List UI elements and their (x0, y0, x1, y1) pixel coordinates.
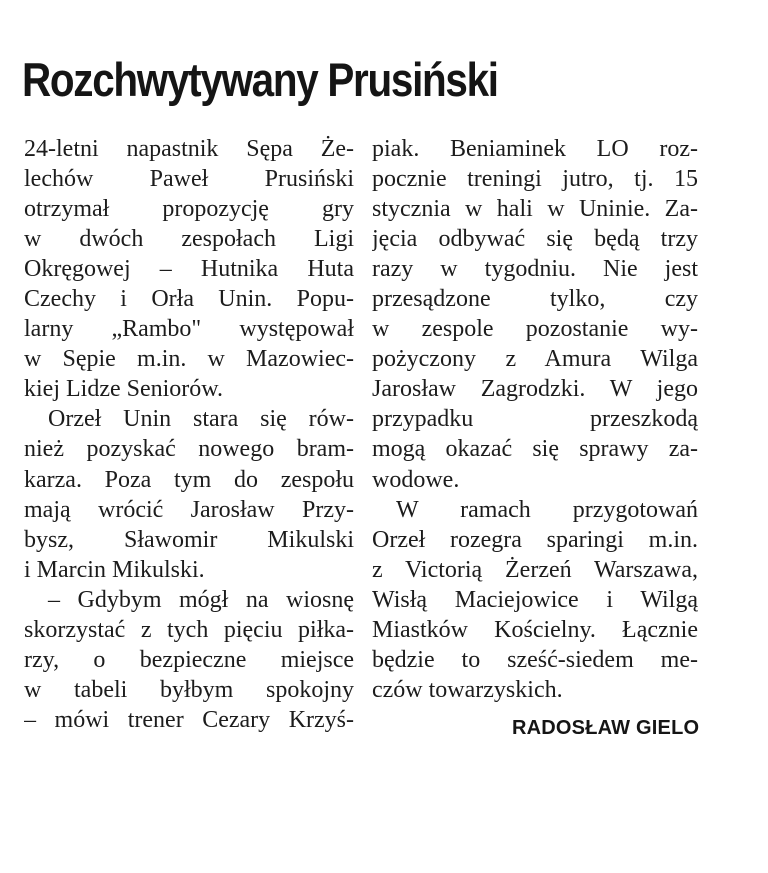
text-line: w Sępie m.in. w Mazowiec- (24, 346, 354, 373)
text-line: – Gdybym mógł na wiosnę (48, 586, 354, 613)
text-line: Jarosław Zagrodzki. W jego (372, 376, 698, 403)
text-line: stycznia w hali w Uninie. Za- (372, 196, 698, 223)
text-line: bysz, Sławomir Mikulski (24, 526, 354, 553)
text-line: wodowe. (372, 466, 460, 493)
text-line: Orzeł Unin stara się rów- (48, 406, 354, 433)
text-line: razy w tygodniu. Nie jest (372, 256, 698, 283)
text-line: będzie to sześć-siedem me- (372, 646, 698, 673)
text-line: lechów Paweł Prusiński (24, 166, 354, 193)
text-line: Czechy i Orła Unin. Popu- (24, 286, 354, 313)
text-line: nież pozyskać nowego bram- (24, 436, 354, 463)
text-line: z Victorią Żerzeń Warszawa, (372, 556, 698, 583)
text-line: w tabeli byłbym spokojny (24, 676, 354, 703)
text-line: pocznie treningi jutro, tj. 15 (372, 166, 698, 193)
article-headline: Rozchwytywany Prusiński (22, 53, 498, 106)
text-line: W ramach przygotowań (396, 496, 698, 523)
text-line: i Marcin Mikulski. (24, 556, 205, 583)
text-line: mają wrócić Jarosław Przy- (24, 496, 354, 523)
text-line: skorzystać z tych pięciu piłka- (24, 616, 354, 643)
article-byline: RADOSŁAW GIELO (512, 717, 700, 739)
text-line: Okręgowej – Hutnika Huta (24, 256, 354, 283)
text-line: – mówi trener Cezary Krzyś- (24, 706, 354, 733)
article-column-left (24, 134, 354, 735)
text-line: Wisłą Maciejowice i Wilgą (372, 586, 698, 613)
text-line: karza. Poza tym do zespołu (24, 466, 354, 493)
text-line: larny „Rambo" występował (24, 316, 354, 343)
text-line: jęcia odbywać się będą trzy (372, 226, 698, 253)
text-line: w zespole pozostanie wy- (372, 316, 698, 343)
text-line: czów towarzyskich. (372, 676, 563, 703)
text-line: 24-letni napastnik Sępa Że- (24, 136, 354, 162)
text-line: piak. Beniaminek LO roz- (372, 136, 698, 162)
text-line: w dwóch zespołach Ligi (24, 226, 354, 253)
text-line: przypadku przeszkodą (372, 406, 698, 433)
text-line: przesądzone tylko, czy (372, 286, 698, 313)
article-column-right (372, 134, 698, 705)
text-line: kiej Lidze Seniorów. (24, 376, 224, 403)
text-line: Orzeł rozegra sparingi m.in. (372, 526, 698, 553)
text-line: mogą okazać się sprawy za- (372, 436, 698, 463)
text-line: otrzymał propozycję gry (24, 196, 354, 223)
text-line: Miastków Kościelny. Łącznie (372, 616, 698, 643)
text-line: pożyczony z Amura Wilga (372, 346, 698, 373)
text-line: rzy, o bezpieczne miejsce (24, 646, 354, 673)
